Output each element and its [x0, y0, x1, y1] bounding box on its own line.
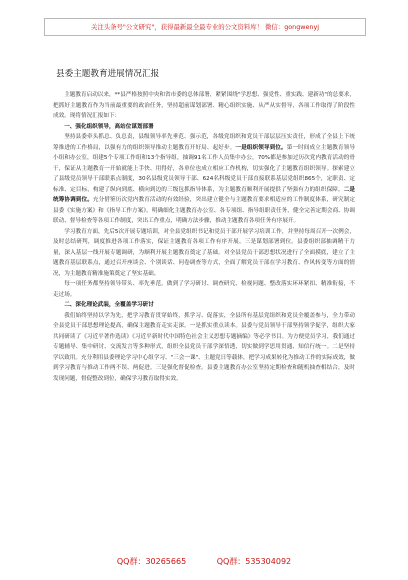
section-2-heading: 二、深化理论武装，全覆盖学习研讨 [64, 302, 154, 308]
section-2-paragraph: 我们始终坚持以学为先，把学习教育贯穿始终，抓学习、促落实，全县所有基层党组织和党员全覆盖参与，全力带动全县党员干部思想理论提高，确保主题教育走实走深。一是抓实重点读本。县委与党员领导干部坚持领学促学，组织大家共同研读了《习近平著作选读》《习近平新时代中国特色社会主义思想专题摘编》等必学书目。为方便党员学习，我们通过专题辅导、集中研讨、交流发言等多种形式，组织全县党员干部学深悟透，切实做到学思用贯通、知信行统一。二是坚持学以致用。充分利用县委理论学习中心组学习、"三会一课"、主题党日等载体，把学习成果转化为推动工作的实际成效，做到学习教育与推动工作两不误、两促进。三是强化督促检查。县委主题教育办公室坚持定期检查和随机抽查相结合，及时发现问题，督促整改到位，确保学习教育取得实效。 [53, 312, 355, 382]
section-1-closing: 每一项任务都坚持领导带头、率先垂范，做到了学习研讨、调查研究、检视问题、整改落实环环紧扣、精准衔接，不走过场。 [53, 281, 355, 298]
section-1-more: 学习教育方面，先后5次开展专题培训，对全县党组织书记和党员干部开展学习培训工作，并坚持每周召开一次例会，及时总结研判，调度推进各项工作落实，保证主题教育各项工作有序开展。三是谋划部署到位。县委组织部抽调精干力量，深入基层一线开展专题调研，为顺利开展主题教育奠定了基础。对全县党员干部思想状况进行了全面摸底，建立了主题教育基层联系点，通过召开座谈会、个别谈话、问卷调查等方式，全面了解党员干部在学习教育、作风转变等方面的情况，为主题教育精准施策奠定了坚实基础。 [53, 228, 355, 277]
section-1-point-2: 二是统筹协调到位。 [53, 186, 355, 203]
document-title: 县委主题教育进展情况汇报 [56, 69, 160, 79]
section-1-heading: 一、强化组织领导，高站位谋划部署 [64, 123, 154, 130]
document-body [53, 90, 355, 384]
section-1-text-a: 坚持县委牵头抓总、负总责，县级领导率先垂范、强示范，各级党组织和党员干部层层压实责任，形成了全县上下统筹推进的工作格局，以强有力的组织领导推动主题教育开好局、起好步。 [53, 134, 355, 151]
qq-group-2[interactable]: QQ群：535304092 [216, 557, 292, 566]
section-1-text-b: 第一时间成立主题教育领导小组和办公室，组建5个专项工作组和13个指导组，抽调91名工作人员集中办公，70%都是参加过历次党内教育活动的骨干，保证从主题教育一开始就能上手快、用得好，各单位也成立相应工作机构，切实强化了主题教育组织领导。探索建立了县级党员领导干部联系点制度，30名县级党员领导干部、624名科级党员干部直接联系基层党组织865个，定职责、定标准、定目标，构建了纵向到底、横向到边的三级包抓指导体系，为主题教育顺利开展提供了坚强有力的组织保障。 [53, 144, 355, 193]
section-1-paragraph [53, 132, 355, 227]
promo-banner[interactable]: 关注头条号"公文研究"，获得最新最全最专业的公文资料库！ 微信：gongwenyj [44, 18, 366, 36]
qq-group-1[interactable]: QQ群：30265665 [116, 557, 187, 566]
section-1-point-1: 一是组织领导到位。 [235, 144, 287, 151]
section-1-text-c: 充分借鉴历次党内教育活动的有效经验，突出建立健全与主题教育要求相适应的工作制度体系，研究制定县委《实施方案》和《指导工作方案》，明确细化主题教育办公室、各专项组、指导组职责任务，健全完善定期会商、协调联动、督导检查等各项工作制度，突出工作重点，明确方法步骤，推动主题教育各项任务有序展开。 [53, 197, 355, 224]
footer-contacts [0, 556, 408, 567]
intro-paragraph: 主题教育启动以来，**县严格按照中央和省市委的总体部署，紧紧围绕"学思想、强党性、重实践、建新功"的总要求，把抓好主题教育作为当前最重要的政治任务，坚持超前谋划部署、精心组织实施、从严从实督导，各项工作取得了阶段性成效。现将情况汇报如下： [53, 92, 355, 119]
